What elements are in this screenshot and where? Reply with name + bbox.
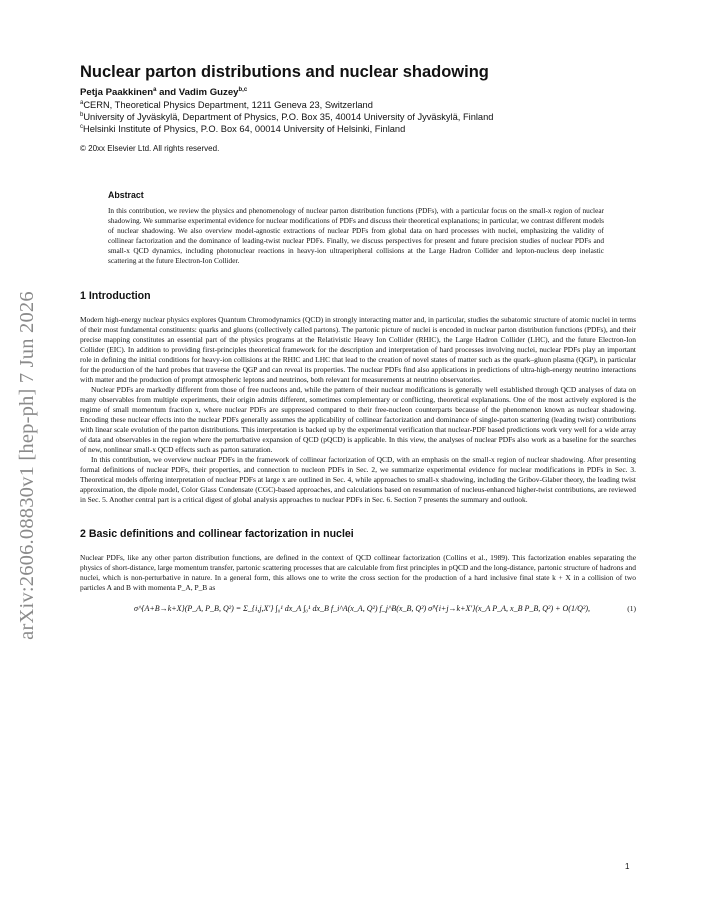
affiliation	[80, 111, 636, 123]
affiliation-text: CERN, Theoretical Physics Department, 1211 Geneva 23, Switzerland	[83, 100, 373, 110]
section-heading: 2 Basic definitions and collinear factorization in nuclei	[80, 528, 354, 540]
section-basic-definitions	[80, 528, 636, 623]
equation-formula: σ^{A+B→k+X}(P_A, P_B, Q²) = Σ_{i,j,X′} ∫₀¹ dx_A ∫₀¹ dx_B f_i^A(x_A, Q²) f_j^B(x_B, Q²) σ̂^{i+j→k+X′}(x_A P_A, x_B P_B, Q²) + O(1/Q²),	[134, 604, 591, 613]
equation-number: (1)	[627, 604, 636, 613]
author-list	[80, 87, 636, 99]
arxiv-identifier: arXiv:2606.08830v1 [hep-ph] 7 Jun 2026	[15, 290, 38, 640]
copyright-notice: © 20xx Elsevier Ltd. All rights reserved.	[80, 144, 220, 153]
affiliation-mark: c	[80, 123, 83, 130]
section-body	[80, 315, 636, 505]
affiliation	[80, 99, 636, 111]
affiliation-text: Helsinki Institute of Physics, P.O. Box 64, 00014 University of Helsinki, Finland	[83, 124, 406, 134]
paper-page	[80, 62, 636, 623]
section-body	[80, 553, 636, 593]
affiliation-mark: b	[80, 111, 84, 118]
affiliation-text: University of Jyväskylä, Department of Physics, P.O. Box 35, 40014 University of Jyväskylä, Finland	[83, 112, 494, 122]
author-affil-mark: a	[153, 86, 157, 93]
paragraph: Nuclear PDFs, like any other parton distribution functions, are defined in the context of QCD collinear factorization (Collins et al., 1989). This factorization enables separating the physics of short-distance, large momentum transfer, partonic scattering processes that are calculable from first principles in pQCD and the long-distance, partonic structure of hadrons and nuclei, which is non-perturbative in nature. In a general form, this allows one to write the cross section for the production of a hard inclusive final state k + X in a collision of two particles A and B with momenta P_A, P_B as	[80, 553, 636, 592]
author-separator: and	[156, 87, 179, 98]
paper-title: Nuclear parton distributions and nuclear shadowing	[80, 63, 489, 81]
affiliation	[80, 123, 636, 135]
paragraph: Modern high-energy nuclear physics explores Quantum Chromodynamics (QCD) in strongly interacting matter and, in particular, studies the subatomic structure of atomic nuclei in terms of their most fundamental constituents: quarks and gluons (collectively called partons). The partonic picture of nuclei is encoded in nuclear parton distribution functions (PDFs), and their precise mapping constitutes an essential part of the physics programs at the Relativistic Heavy Ion Collider (RHIC), the Large Hadron Collider (LHC), and the future Electron-Ion Collider (EIC). In addition to providing first-principles theoretical framework for the description and interpretation of hard processes involving nuclei, nuclear PDFs play an important role in defining the initial conditions for heavy-ion collisions at the RHIC and LHC that lead to the creation of novel states of matter such as the quark–gluon plasma (QGP), in particular for the production of the hard probes that traverse the QGP and can reveal its properties. The nuclear PDFs find also applications in predictions of ultra-high-energy neutrino interactions with matter and the production of prompt atmospheric leptons and neutrinos, both relevant for measurements at neutrino observatories.	[80, 315, 636, 384]
author-name: Vadim Guzey	[178, 87, 239, 98]
equation	[80, 601, 636, 623]
author-affil-mark: b,c	[238, 86, 248, 93]
paragraph: Nuclear PDFs are markedly different from those of free nucleons and, while the pattern of their nuclear modifications is generally well established through QCD analyses of data on many observables from multiple experiments, their origin admits different, sometimes complementary or conflicting, theoretical explanations. One of the most actively explored is the regime of small momentum fraction x, where nuclear PDFs are suppressed compared to their free-nucleon counterparts because of the phenomenon known as nuclear shadowing. Encoding these nuclear effects into the nuclear PDFs generally assumes the applicability of collinear factorization and dominance of single-parton scattering (leading twist) contributions with linear scale evolution of the parton distributions. This interpretation is backed up by the experimental verification that nuclear-PDF based predictions work very well for a wide array of data and observables in the region where the perturbative expansion of QCD (pQCD) is applicable. In this view, the analyses of nuclear PDFs also work as a baseline for the searches of new, nonlinear small-x QCD effects such as parton saturation.	[80, 385, 636, 454]
abstract-text: In this contribution, we review the physics and phenomenology of nuclear parton distribution functions (PDFs), with a particular focus on the small-x region of nuclear shadowing. We summarise experimental evidence for nuclear modifications of PDFs and discuss their theoretical explanations; in particular, we contrast different models of nuclear shadowing. We also overview model-agnostic extractions of nuclear PDFs from global data on hard processes with nuclei, emphasizing the validity of collinear factorization and the dominance of leading-twist nuclear PDFs. Finally, we discuss perspectives for present and future precision studies of nuclear PDFs and small-x QCD dynamics, including photonuclear reactions in heavy-ion ultraperipheral collisions at the Large Hadron Collider and lepton-nucleus deep inelastic scattering at the future Electron-Ion Collider.	[108, 206, 604, 265]
author-name: Petja Paakkinen	[80, 87, 154, 98]
paragraph: In this contribution, we overview nuclear PDFs in the framework of collinear factorization of QCD, with an emphasis on the small-x region of nuclear shadowing. After presenting formal definitions of nuclear PDFs, their properties, and connection to nucleon PDFs in Sec. 2, we summarize experimental evidence for nuclear modifications in PDFs in Sec. 3. Theoretical models offering interpretation of nuclear PDFs at large x are outlined in Sec. 4, while approaches to small-x shadowing, including the Gribov-Glaber theory, the leading twist approximation, the dipole model, Color Glass Condensate (CGC)-based approaches, and calculations based on resummation of nucleus-enhanced higher-twist contributions, are reviewed in Sec. 5. Another central part is a critical digest of global analysis approaches to nuclear PDFs in Sec. 6. Section 7 presents the summary and outlook.	[80, 455, 636, 504]
abstract	[108, 190, 604, 266]
arxiv-sidebar	[14, 265, 40, 665]
abstract-heading: Abstract	[108, 190, 144, 200]
section-heading: 1 Introduction	[80, 290, 151, 302]
affiliation-mark: a	[80, 99, 84, 106]
page-number: 1	[625, 862, 630, 871]
section-introduction	[80, 290, 636, 505]
